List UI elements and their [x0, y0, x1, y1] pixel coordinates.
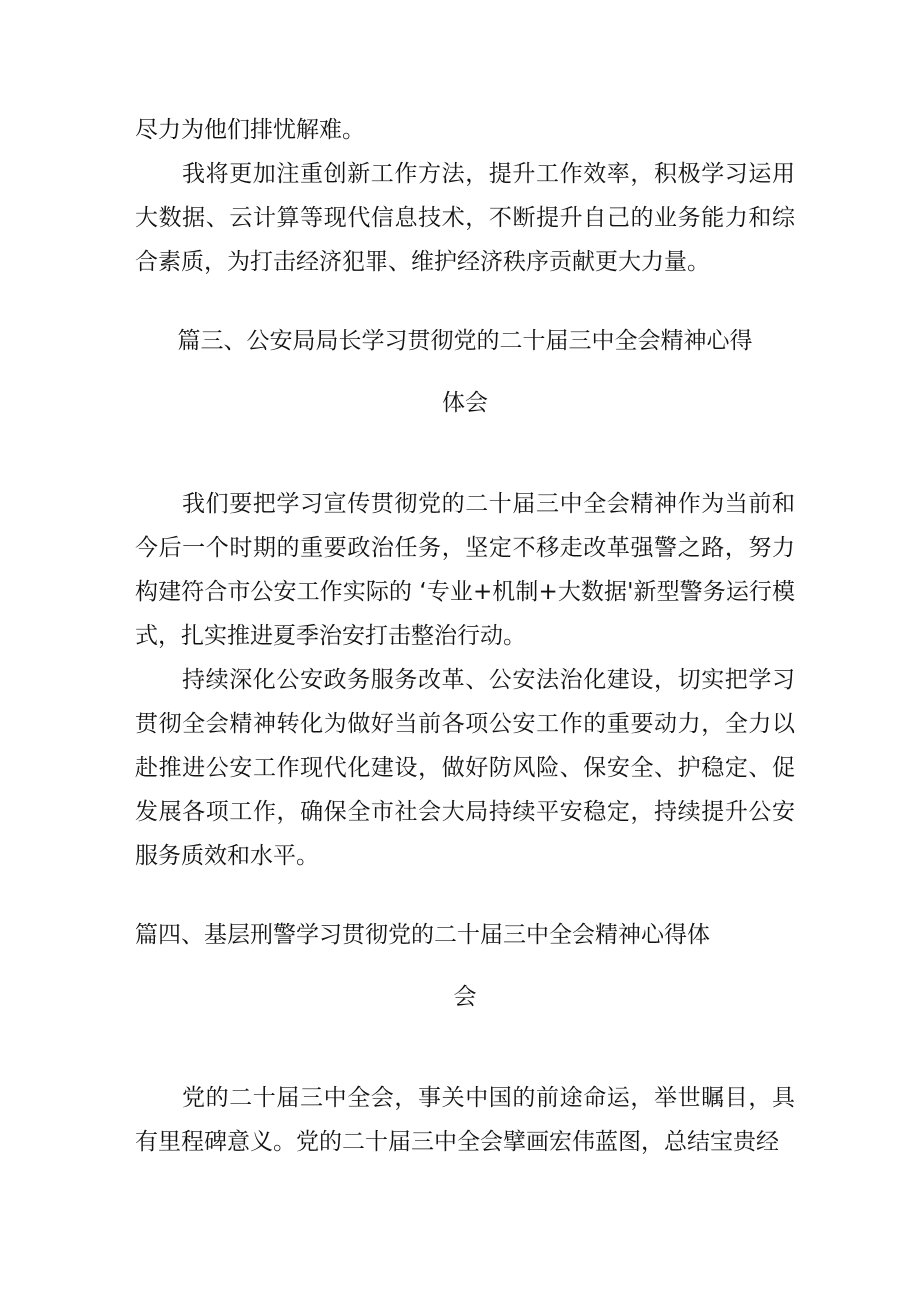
section4-paragraph-1: 党的二十届三中全会，事关中国的前途命运，举世瞩目，具有里程碑意义。党的二十届三中全会擘画宏伟蓝图，总结宝贵经: [135, 1085, 795, 1155]
section-heading-4-line2: 会: [453, 984, 477, 1010]
spacer: [135, 284, 795, 310]
section-heading-3: [135, 310, 795, 434]
spacer: [135, 878, 795, 904]
section-heading-4-line1: 篇四、基层刑警学习贯彻党的二十届三中全会精神心得体: [135, 922, 710, 948]
document-body: [135, 108, 795, 1164]
paragraph-innovation: 我将更加注重创新工作方法，提升工作效率，积极学习运用大数据、云计算等现代信息技术，不断提升自己的业务能力和综合素质，为打击经济犯罪、维护经济秩序贡献更大力量。: [135, 161, 795, 275]
section3-paragraph-2: 持续深化公安政务服务改革、公安法治化建设，切实把学习贯彻全会精神转化为做好当前各项公安工作的重要动力，全力以赴推进公安工作现代化建设，做好防风险、保安全、护稳定、促发展各项工作，确保全市社会大局持续平安稳定，持续提升公安服务质效和水平。: [135, 667, 795, 869]
spacer: [135, 434, 795, 482]
section-heading-3-line2: 体会: [442, 390, 488, 416]
spacer: [135, 1028, 795, 1076]
paragraph-continued: 尽力为他们排忧解难。: [135, 117, 365, 143]
section3-paragraph-1: 我们要把学习宣传贯彻党的二十届三中全会精神作为当前和今后一个时期的重要政治任务，坚定不移走改革强警之路，努力构建符合市公安工作实际的 ‘专业+机制+大数据'新型警务运行模式，扎实推进夏季治安打击整治行动。: [135, 491, 795, 649]
section-heading-3-line1: 篇三、公安局局长学习贯彻党的二十届三中全会精神心得: [177, 328, 753, 354]
section-heading-4: [135, 904, 795, 1028]
